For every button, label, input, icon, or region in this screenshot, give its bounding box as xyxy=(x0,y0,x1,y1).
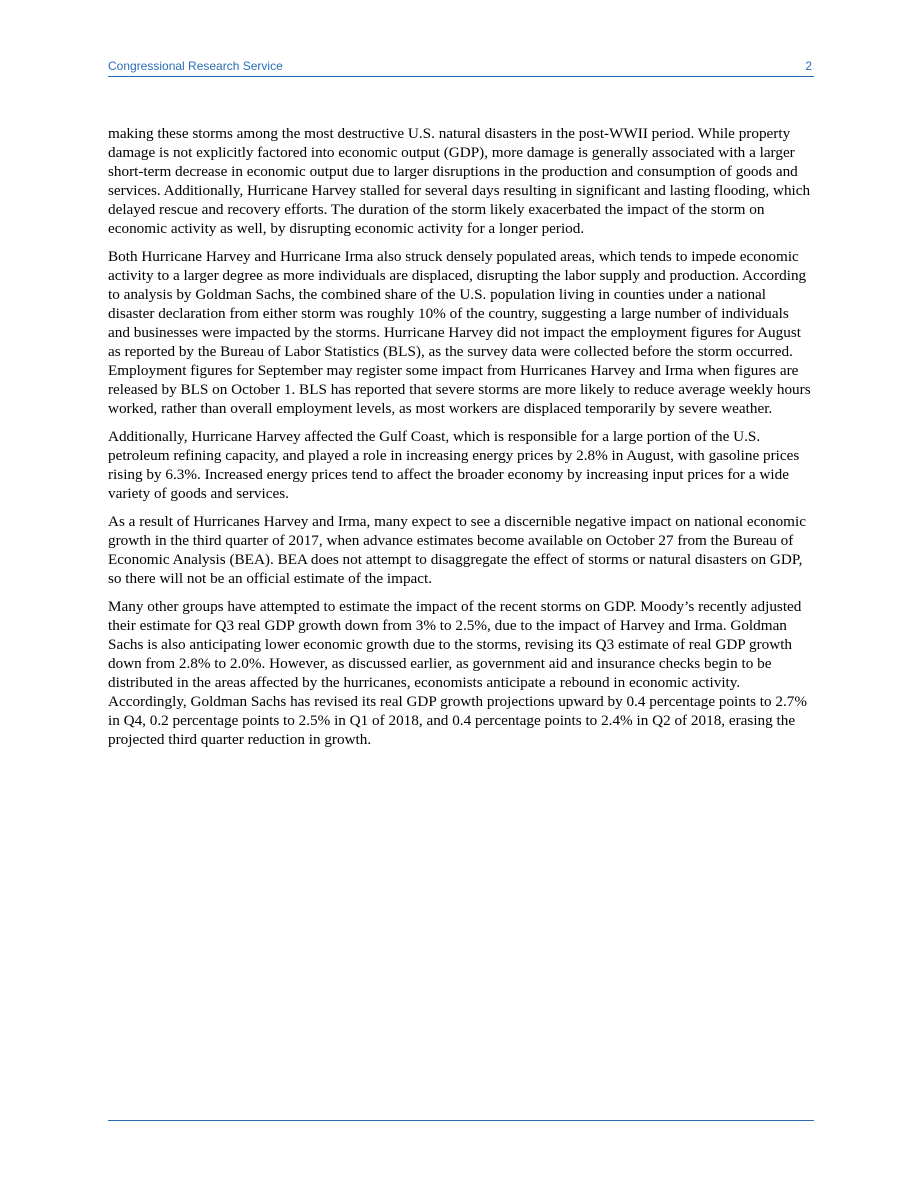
footer-divider xyxy=(108,1120,814,1121)
paragraph-1: making these storms among the most destructive U.S. natural disasters in the post-WWII period. While property damage is not explicitly factored into economic output (GDP), more damage is generally associated with a larger short-term decrease in economic output due to larger disruptions in the production and consumption of goods and services. Additionally, Hurricane Harvey stalled for several days resulting in significant and lasting flooding, which delayed rescue and recovery efforts. The duration of the storm likely exacerbated the impact of the storm on economic activity as well, by disrupting economic activity for a longer period. xyxy=(108,125,811,237)
paragraph-4: As a result of Hurricanes Harvey and Irma, many expect to see a discernible negative impact on national economic growth in the third quarter of 2017, when advance estimates become available on October 27 from the Bureau of Economic Analysis (BEA). BEA does not attempt to disaggregate the effect of storms or natural disasters on GDP, so there will not be an official estimate of the impact. xyxy=(108,513,806,587)
paragraph-2: Both Hurricane Harvey and Hurricane Irma also struck densely populated areas, which tends to impede economic activity to a larger degree as more individuals are displaced, disrupting the labor supply and production. According to analysis by Goldman Sachs, the combined share of the U.S. population living in counties under a national disaster declaration from either storm was roughly 10% of the country, suggesting a large number of individuals and businesses were impacted by the storms. Hurricane Harvey did not impact the employment figures for August as reported by the Bureau of Labor Statistics (BLS), as the survey data were collected before the storm occurred. Employment figures for September may register some impact from Hurricanes Harvey and Irma when figures are released by BLS on October 1. BLS has reported that severe storms are more likely to reduce average weekly hours worked, rather than overall employment levels, as most workers are displaced temporarily by severe weather. xyxy=(108,248,811,417)
running-header xyxy=(108,58,814,77)
page-number: 2 xyxy=(805,59,812,73)
paragraph-5: Many other groups have attempted to estimate the impact of the recent storms on GDP. Moody’s recently adjusted their estimate for Q3 real GDP growth down from 3% to 2.5%, due to the impact of Harvey and Irma. Goldman Sachs is also anticipating lower economic growth due to the storms, revising its Q3 estimate of real GDP growth down from 2.8% to 2.0%. However, as discussed earlier, as government aid and insurance checks begin to be distributed in the areas affected by the hurricanes, economists anticipate a rebound in economic activity. Accordingly, Goldman Sachs has revised its real GDP growth projections upward by 0.4 percentage points to 2.7% in Q4, 0.2 percentage points to 2.5% in Q1 of 2018, and 0.4 percentage points to 2.4% in Q2 of 2018, erasing the projected third quarter reduction in growth. xyxy=(108,598,808,748)
paragraph-3: Additionally, Hurricane Harvey affected the Gulf Coast, which is responsible for a large portion of the U.S. petroleum refining capacity, and played a role in increasing energy prices by 2.8% in August, with gasoline prices rising by 6.3%. Increased energy prices tend to affect the broader economy by increasing input prices for a wide variety of goods and services. xyxy=(108,428,800,502)
body-text xyxy=(108,124,814,758)
header-source: Congressional Research Service xyxy=(108,59,283,73)
